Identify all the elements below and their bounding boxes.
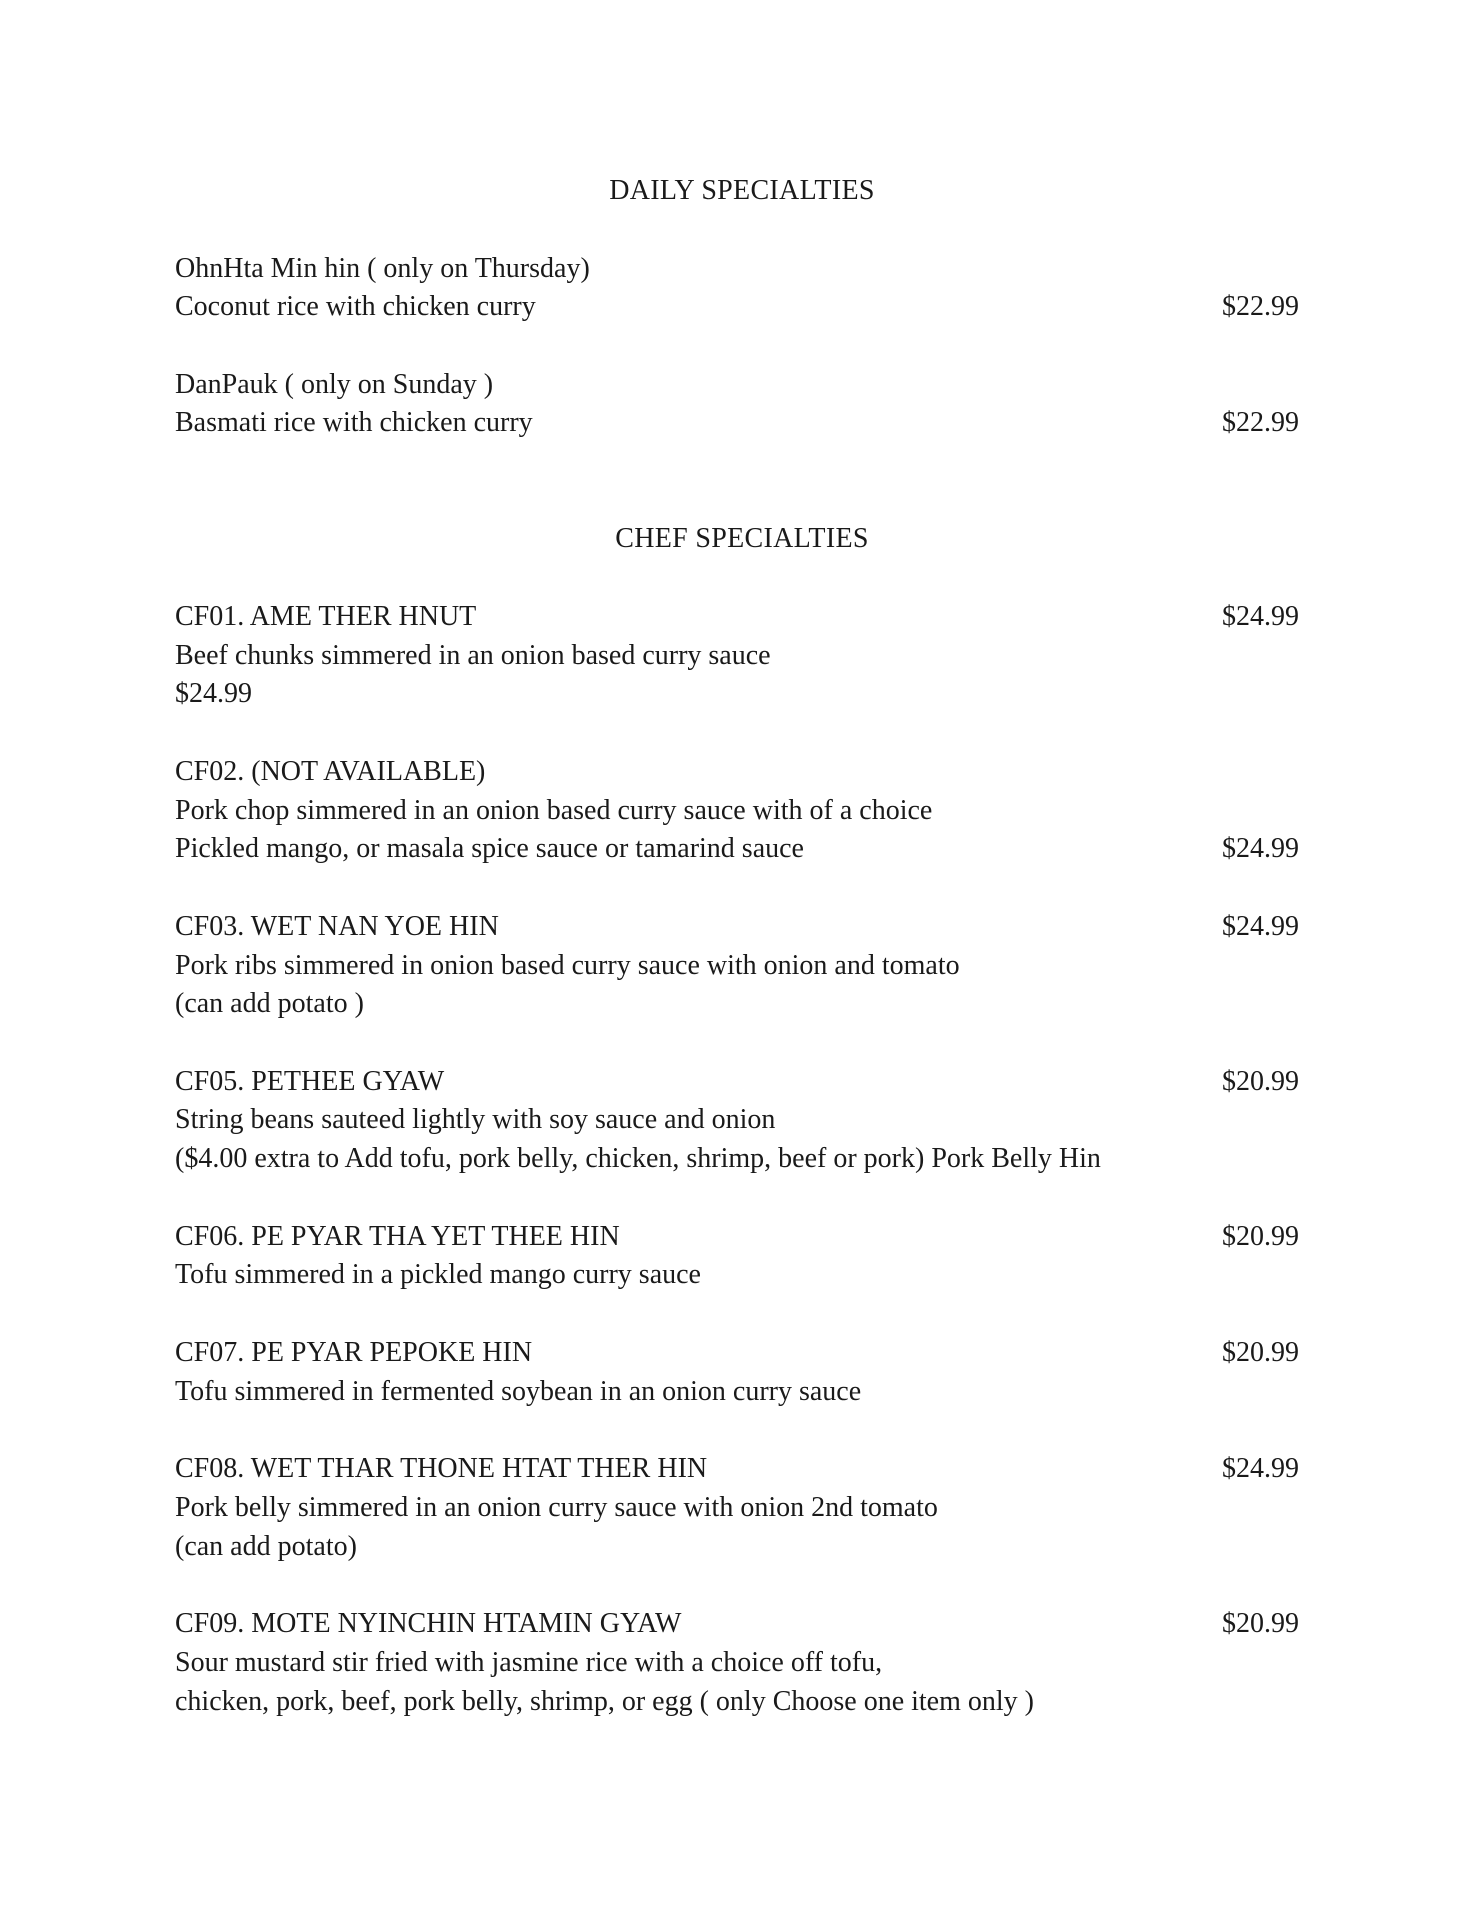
chef-item-name: CF03. WET NAN YOE HIN: [175, 911, 499, 942]
daily-item-desc: Basmati rice with chicken curry: [175, 407, 533, 438]
daily-item-name: OhnHta Min hin ( only on Thursday): [175, 253, 590, 284]
daily-specialties-heading: DAILY SPECIALTIES: [609, 175, 875, 206]
chef-item-desc: Tofu simmered in a pickled mango curry sauce: [175, 1259, 701, 1290]
chef-item-name: CF01. AME THER HNUT: [175, 601, 477, 632]
chef-item-name: CF08. WET THAR THONE HTAT THER HIN: [175, 1453, 708, 1484]
chef-item-price: $20.99: [1222, 1608, 1299, 1639]
chef-item-desc: Pork chop simmered in an onion based curry sauce with of a choice: [175, 795, 933, 826]
chef-item-desc: Sour mustard stir fried with jasmine rice with a choice off tofu,: [175, 1647, 883, 1678]
chef-item-desc: Pork ribs simmered in onion based curry sauce with onion and tomato: [175, 950, 960, 981]
chef-item-desc: (can add potato ): [175, 988, 364, 1019]
chef-item-desc: Pork belly simmered in an onion curry sauce with onion 2nd tomato: [175, 1492, 938, 1523]
daily-item-desc: Coconut rice with chicken curry: [175, 291, 536, 322]
chef-item-name: CF09. MOTE NYINCHIN HTAMIN GYAW: [175, 1608, 682, 1639]
chef-item-name: CF02. (NOT AVAILABLE): [175, 756, 486, 787]
chef-item-price: $24.99: [1222, 1453, 1299, 1484]
daily-item-price: $22.99: [1222, 291, 1299, 322]
chef-item-desc: Tofu simmered in fermented soybean in an onion curry sauce: [175, 1376, 862, 1407]
chef-item-name: CF07. PE PYAR PEPOKE HIN: [175, 1337, 533, 1368]
chef-item-desc: Pickled mango, or masala spice sauce or tamarind sauce: [175, 833, 804, 864]
chef-item-desc: chicken, pork, beef, pork belly, shrimp, or egg ( only Choose one item only ): [175, 1686, 1034, 1717]
chef-specialties-heading: CHEF SPECIALTIES: [615, 523, 869, 554]
chef-item-desc: String beans sauteed lightly with soy sauce and onion: [175, 1104, 776, 1135]
chef-item-price: $24.99: [1222, 601, 1299, 632]
chef-item-desc: (can add potato): [175, 1531, 357, 1562]
chef-item-desc: $24.99: [175, 678, 252, 709]
chef-item-price: $24.99: [1222, 833, 1299, 864]
chef-item-price: $20.99: [1222, 1066, 1299, 1097]
chef-item-name: CF06. PE PYAR THA YET THEE HIN: [175, 1221, 620, 1252]
chef-item-price: $20.99: [1222, 1221, 1299, 1252]
chef-item-desc: ($4.00 extra to Add tofu, pork belly, chicken, shrimp, beef or pork) Pork Belly Hin: [175, 1143, 1101, 1174]
chef-item-price: $20.99: [1222, 1337, 1299, 1368]
chef-item-price: $24.99: [1222, 911, 1299, 942]
chef-item-desc: Beef chunks simmered in an onion based curry sauce: [175, 640, 771, 671]
daily-item-name: DanPauk ( only on Sunday ): [175, 369, 494, 400]
chef-item-name: CF05. PETHEE GYAW: [175, 1066, 445, 1097]
daily-item-price: $22.99: [1222, 407, 1299, 438]
